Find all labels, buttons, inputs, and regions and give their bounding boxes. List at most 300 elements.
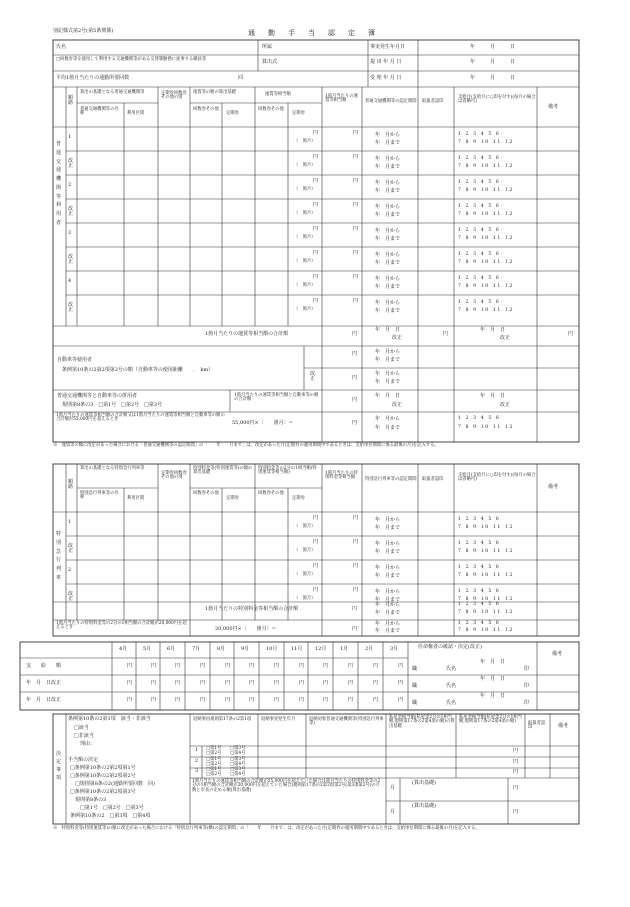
s2-col-half-equiv: 特別料金等の2分の1相当額(特別運賃等相当額): [258, 466, 317, 476]
row-period-from: 年 月から: [375, 252, 401, 258]
s1-col-fare-basis: 運賃等の額の算出基礎: [193, 90, 236, 95]
return-row-no: 3: [195, 768, 199, 775]
row-yen-monthly: 円: [353, 154, 359, 160]
procedure-option[interactable]: □規則第8条の2(通勤所要回数 回): [70, 781, 155, 787]
approver-date: 年 月 日: [480, 659, 506, 665]
row-yen-monthly: 円: [353, 226, 359, 232]
row-yen-monthly: 円: [353, 298, 359, 304]
receive-date-value[interactable]: 年 月 日: [470, 75, 516, 81]
car-from2: 年 月から: [375, 371, 401, 377]
avg-commute-label: 平均1箇月当たりの通勤所要回数: [56, 75, 130, 81]
month-header: 4月: [119, 646, 128, 652]
row-yen-monthly: 円: [353, 250, 359, 256]
s1-col-fare-sub1: 回数券その他: [193, 107, 219, 112]
row-label: 改正: [68, 591, 74, 602]
row-label: 改正: [68, 254, 74, 265]
s2-total-label: 1箇月当たりの特別料金等相当額の合計額: [205, 606, 299, 612]
row-cal-line2[interactable]: 7 8 9 10 11 12: [458, 525, 515, 530]
row-label: 4: [68, 278, 72, 284]
monthly-yen: 円: [127, 663, 133, 669]
s2-total-to: 年 月まで: [375, 610, 401, 616]
monthly-yen: 円: [151, 680, 157, 686]
monthly-yen: 円: [274, 680, 280, 686]
row-months: （ 箇月）: [294, 259, 316, 264]
page-title: 通 勤 手 当 認 定 簿: [248, 29, 378, 37]
monthly-yen: 円: [175, 680, 181, 686]
row-yen: 円: [313, 515, 319, 521]
row-yen-monthly: 円: [353, 178, 359, 184]
bottom-basis2: (算出基礎): [412, 803, 436, 809]
submit-date-label: 提 出 年 月 日: [370, 59, 402, 65]
monthly-yen: 円: [249, 680, 255, 686]
return-option[interactable]: □第1号: [206, 746, 222, 751]
s2-col-train-name: 特別急行列車等の名称: [80, 491, 119, 501]
s1-col-fare-sub2: 定期券: [226, 111, 239, 116]
s2-col-basis: 算出の基礎となる特別急行列車等: [80, 466, 145, 471]
s2-over-label: 1箇月当たりの特別料金等の2分の1相当額の合計額が20,000円を超えるとき: [56, 621, 187, 631]
row-yen-monthly: 円: [353, 515, 359, 521]
row-yen: 円: [313, 154, 319, 160]
row-label: 1: [68, 519, 72, 525]
return-option[interactable]: □第3号: [230, 756, 246, 762]
row-period-from: 年 月から: [375, 156, 401, 162]
s2-side-label: 特別急行列車: [56, 531, 62, 581]
row-yen-monthly: 円: [353, 130, 359, 136]
row-yen: 円: [313, 250, 319, 256]
row-months: （ 箇月）: [294, 163, 316, 168]
row-cal-line2[interactable]: 7 8 9 10 11 12: [458, 188, 515, 193]
approver-date: 年 月 日: [480, 676, 506, 682]
row-yen: 円: [313, 539, 319, 545]
month-header: 3月: [390, 646, 399, 652]
month-header: 9月: [241, 646, 250, 652]
footer-note: ※ 特別料金等(特別運賃等)の額に改定があった場合における「特別急行列車等(横)の認定期間」の「 年 月まで」は、改定があった月(定期券の適用期間中であるときは、支給単位期間に係る最後の月)を記入する。: [53, 826, 480, 831]
s2-total-yen: 円: [352, 606, 358, 612]
row-months: （ 箇月）: [294, 596, 316, 601]
times-unit: 回: [238, 75, 244, 81]
col-return-reason: 返納事由規則第17条の2第1項: [193, 717, 252, 722]
row-cal-line1[interactable]: 1 2 3 4 5 6: [458, 180, 501, 185]
monthly-yen: 円: [373, 697, 379, 703]
s2-col-monthly: 1箇月当たりの特別料金等相当額: [325, 471, 358, 481]
s1-total-revised2: 改正: [500, 335, 511, 341]
s1-total-yen: 円: [352, 331, 358, 337]
monthly-yen: 円: [348, 680, 354, 686]
s2-col-equiv-sub2: 定期券: [292, 496, 305, 501]
monthly-yen: 円: [225, 680, 231, 686]
combo-total: 1箇月当たりの運賃等相当額と自動車等の額の合計額: [234, 393, 319, 403]
monthly-yen: 円: [299, 697, 305, 703]
receive-date-label: 受 理 年 月 日: [370, 75, 402, 81]
row-label: 1: [68, 134, 72, 140]
monthly-yen: 円: [323, 663, 329, 669]
row-cal-line1[interactable]: 1 2 3 4 5 6: [458, 156, 501, 161]
return-option[interactable]: □第2号: [206, 772, 222, 778]
decision-applicable[interactable]: □該当: [74, 725, 89, 731]
over-formula: 55,000円×〔 箇月〕=: [232, 420, 293, 426]
decision-clause-header: 条例第10条の2第1項 該当・非該当: [68, 716, 151, 722]
row-months: （ 箇月）: [294, 572, 316, 577]
over-from: 年 月から: [375, 416, 401, 422]
s1-col-transport-name: 普通交通機関等の名称: [80, 107, 119, 117]
month-header: 12月: [315, 646, 327, 652]
decision-reason: 理由：: [80, 741, 96, 747]
bottom-basis1: (算出基礎): [412, 780, 436, 786]
s2-over-yen: 円: [352, 626, 358, 632]
s1-col-monthly-equiv: 1箇月当たりの運賃等相当額: [325, 94, 358, 104]
s2-over-formula: 20,000円×〔 箇月〕=: [215, 626, 276, 632]
row-months: （ 箇月）: [294, 283, 316, 288]
col-event-date: 返納事実発生年月: [261, 717, 296, 722]
row-months: （ 箇月）: [294, 235, 316, 240]
row-cal-line2[interactable]: 7 8 9 10 11 12: [458, 140, 515, 145]
s1-total-revised: 改正: [392, 335, 403, 341]
row-period-from: 年 月から: [375, 541, 401, 547]
row-period-from: 年 月から: [375, 276, 401, 282]
row-period-to: 年 月まで: [375, 164, 401, 170]
combo-revised2: 改正: [500, 402, 511, 408]
over-label: 1箇月当たりの運賃等相当額の合計額又は1箇月当たりの運賃等相当額と自動車等の額の合計額が55,000円を超えるとき: [56, 413, 225, 423]
procedure-option[interactable]: □第1号 □第2号 □第3号: [70, 805, 144, 811]
row-label: 3: [68, 230, 72, 236]
car-revised: 改正: [310, 371, 316, 382]
approver-seal[interactable]: 印: [524, 700, 530, 706]
row-label: 改正: [68, 543, 74, 554]
combo-revise-date: 年 月 日: [375, 393, 401, 399]
s2-total-from: 年 月から: [375, 602, 401, 608]
car-from1: 年 月から: [375, 349, 401, 355]
car-to2: 年 月まで: [375, 379, 401, 385]
car-yen1: 円: [352, 351, 358, 357]
s2-col-cert-period: 特別急行列車等の認定期間: [365, 477, 417, 482]
row-yen: 円: [313, 130, 319, 136]
row-period-to: 年 月まで: [375, 188, 401, 194]
monthly-yen: 円: [323, 697, 329, 703]
s1-col-cert-period: 普通交通機関等の認定期間: [365, 99, 417, 104]
monthly-yen: 円: [398, 663, 404, 669]
row-yen: 円: [313, 226, 319, 232]
s2-col-ticket-other: 定期券回数券その他の別: [161, 471, 187, 481]
return-option[interactable]: □第4号: [230, 751, 246, 756]
s2-col-route: 順路: [68, 479, 74, 490]
s2-col-section: 利用区間: [127, 496, 145, 501]
over-to: 年 月まで: [375, 425, 401, 431]
row-cal-line2[interactable]: 7 8 9 10 11 12: [458, 549, 515, 554]
row-months: （ 箇月）: [294, 187, 316, 192]
procedure-option[interactable]: 条例第10条の2 □第3項 □第4項: [70, 813, 151, 819]
row-yen-monthly: 円: [353, 202, 359, 208]
decision-procedure: 手当額の決定: [68, 757, 99, 763]
car-clause: 条例第10条の2第2項第2号の額（自動車等の使用距離 ． km）: [62, 367, 214, 373]
s1-total-label: 1箇月当たりの運賃等相当額の合計額: [205, 331, 289, 337]
row-period-to: 年 月まで: [375, 525, 401, 531]
s2-over-cal1[interactable]: 1 2 3 4 5 6: [458, 621, 501, 626]
col-decision-remarks: 備考: [558, 723, 569, 729]
row-yen: 円: [313, 178, 319, 184]
combo-yen: 円: [352, 397, 358, 403]
return-yen: 円: [513, 769, 519, 776]
s2-over-cal2[interactable]: 7 8 9 10 11 12: [458, 628, 515, 633]
monthly-row-label: 支 給 額: [26, 663, 62, 669]
row-cal-line2[interactable]: 7 8 9 10 11 12: [458, 164, 515, 169]
row-months: （ 箇月）: [294, 524, 316, 529]
over-cal2[interactable]: 7 8 9 10 11 12: [458, 425, 515, 430]
s1-total-revise-date: 年 月 日: [375, 327, 401, 333]
return-yen: 円: [513, 748, 519, 754]
submit-date-value[interactable]: 年 月 日: [470, 59, 516, 65]
monthly-yen: 円: [274, 697, 280, 703]
monthly-row-label: 年 月 日改正: [26, 680, 62, 686]
approver-name: 氏名: [446, 683, 457, 689]
s1-col-fare-equiv: 運賃等相当額: [265, 92, 291, 97]
approver-post: 職: [412, 700, 418, 706]
row-yen-monthly: 円: [353, 274, 359, 280]
bottom-month1: 月: [390, 785, 396, 791]
row-yen-monthly: 円: [353, 539, 359, 545]
row-yen-monthly: 円: [353, 563, 359, 569]
row-period-to: 年 月まで: [375, 308, 401, 314]
row-period-to: 年 月まで: [375, 573, 401, 579]
month-header: 5月: [143, 646, 152, 652]
s2-col-fare-sub2: 定期券: [226, 496, 239, 501]
s2-total-cal2[interactable]: 7 8 9 10 11 12: [458, 610, 515, 615]
row-label: 2: [68, 567, 72, 573]
row-period-from: 年 月から: [375, 180, 401, 186]
s2-col-equiv-sub1: 回数券その他: [258, 491, 284, 496]
col-private-ref: 私屋金相当額(私屋金2分の1相当額,規則第17条の2第4項の額): [459, 715, 523, 725]
approver-name: 氏名: [446, 666, 457, 672]
car-yen2: 円: [352, 375, 358, 381]
monthly-yen: 円: [151, 697, 157, 703]
s1-col-payment: 支給月(支給月に○印を付す)(毎月の場合は省略可): [458, 95, 536, 105]
row-period-to: 年 月まで: [375, 140, 401, 146]
row-label: 改正: [68, 206, 74, 217]
bottom-yen1: 円: [513, 785, 519, 791]
monthly-yen: 円: [323, 680, 329, 686]
combo-rule[interactable]: 規則第8条の3 □第1号 □第2号 □第3号: [62, 402, 163, 408]
row-label: 改正: [68, 302, 74, 313]
col-target-train: 返納対象普通交通機関等(特別急行列車等): [309, 717, 384, 727]
monthly-yen: 円: [348, 697, 354, 703]
month-header: 10月: [266, 646, 278, 652]
row-cal-line1[interactable]: 1 2 3 4 5 6: [458, 204, 501, 209]
row-cal-line2[interactable]: 7 8 9 10 11 12: [458, 573, 515, 578]
monthly-yen: 円: [348, 663, 354, 669]
s1-col-ticket-other: 定期券回数券その他の別: [161, 91, 187, 101]
approver-seal[interactable]: 印: [524, 683, 530, 689]
row-cal-line1[interactable]: 1 2 3 4 5 6: [458, 565, 501, 570]
s1-total-revise-date2: 年 月 日: [480, 327, 506, 333]
month-header: 2月: [365, 646, 374, 652]
row-period-from: 年 月から: [375, 204, 401, 210]
monthly-row-label: 年 月 日改正: [26, 697, 62, 703]
s2-col-payment: 支給月(支給月に○印を付す)(毎月の場合は省略可): [458, 473, 536, 483]
combo-label: 普通交通機関等と自動車等の併用者: [57, 393, 138, 399]
commuter-check-label[interactable]: □回数券等を使用して利用する交通機関等がある交替制勤務に従事する職員等: [56, 57, 207, 62]
affiliation-label: 所属: [262, 44, 273, 50]
row-period-to: 年 月まで: [375, 549, 401, 555]
row-label: 改正: [68, 158, 74, 169]
return-row-no: 2: [195, 757, 199, 764]
row-period-from: 年 月から: [375, 517, 401, 523]
approver-header: 任命権者の確認・決定(改正): [418, 644, 482, 650]
monthly-yen: 円: [249, 663, 255, 669]
s1-col-equiv-sub2: 定期券: [292, 111, 305, 116]
row-period-to: 年 月まで: [375, 236, 401, 242]
row-cal-line1[interactable]: 1 2 3 4 5 6: [458, 228, 501, 233]
monthly-yen: 円: [151, 663, 157, 669]
row-yen: 円: [313, 202, 319, 208]
name-label: 氏名: [56, 44, 67, 50]
s2-col-remarks: 備考: [548, 484, 559, 490]
s2-total-cal1[interactable]: 1 2 3 4 5 6: [458, 602, 501, 607]
monthly-yen: 円: [398, 697, 404, 703]
monthly-yen: 円: [299, 663, 305, 669]
s1-col-handler: 取扱者認印: [422, 99, 444, 104]
s1-col-basis: 算出の基礎となる普通交通機関等: [80, 90, 145, 95]
approver-name: 氏名: [446, 700, 457, 706]
row-cal-line2[interactable]: 7 8 9 10 11 12: [458, 308, 515, 313]
bottom-condition: 1箇月当たりの運賃等相当額の合計額が55,000円を超えていた場合(1箇月当たりの特別料金等の2分の1相当額の合計額が20,000円を超えていた場合)規則第17条の2第2項第2号(第3項第2号)の月数と市長の定める額(算出基礎): [192, 779, 381, 793]
monthly-yen: 円: [373, 663, 379, 669]
monthly-yen: 円: [175, 697, 181, 703]
event-date-label: 事実発生年月日: [370, 44, 406, 50]
month-header: 6月: [167, 646, 176, 652]
event-date-value[interactable]: 年 月 日: [470, 44, 516, 50]
return-option[interactable]: □第4号: [230, 772, 246, 778]
row-cal-line1[interactable]: 1 2 3 4 5 6: [458, 252, 501, 257]
row-cal-line2[interactable]: 7 8 9 10 11 12: [458, 236, 515, 241]
row-period-from: 年 月から: [375, 300, 401, 306]
month-header: 11月: [291, 646, 303, 652]
monthly-remarks: 備考: [552, 651, 563, 657]
approver-post: 職: [412, 666, 418, 672]
s1-total-yen3: 円: [568, 331, 574, 337]
bottom-month2: 月: [390, 809, 396, 815]
row-yen: 円: [313, 274, 319, 280]
row-period-to: 年 月まで: [375, 284, 401, 290]
s1-total-yen2: 円: [443, 331, 449, 337]
return-option[interactable]: □第3号: [230, 746, 246, 751]
approver-post: 職: [412, 683, 418, 689]
monthly-yen: 円: [398, 680, 404, 686]
return-option[interactable]: □第1号: [206, 756, 222, 762]
bottom-yen2: 円: [513, 809, 519, 815]
section1-note: ※ 運賃等の額に改定があった場合における「普通交通機関等の認定期間」の「 年 月まで」は、改定があった月(定期券の適用期間中であるときは、支給単位期間に係る最後の月)を記入する。: [53, 443, 439, 448]
monthly-yen: 円: [200, 663, 206, 669]
row-period-to: 年 月まで: [375, 260, 401, 266]
s2-col-handler: 取扱者認印: [422, 477, 444, 482]
car-to1: 年 月まで: [375, 357, 401, 363]
procedure-option[interactable]: □条例第10条の2第2項第2号: [70, 773, 136, 779]
procedure-option[interactable]: 規則第8条の3: [70, 797, 107, 803]
row-cal-line2[interactable]: 7 8 9 10 11 12: [458, 597, 515, 602]
procedure-option[interactable]: □条例第10条の2第2項第1号: [70, 765, 136, 771]
procedure-option[interactable]: □条例第10条の2第2項第3号: [70, 789, 136, 795]
car-user-label: 自動車等使用者: [57, 357, 93, 363]
row-yen: 円: [313, 298, 319, 304]
decision-side-label: 決定事項: [56, 751, 62, 781]
row-yen: 円: [313, 563, 319, 569]
s1-col-remarks: 備考: [548, 104, 559, 110]
approver-seal[interactable]: 印: [524, 666, 530, 672]
s1-col-equiv-sub1: 回数券その他: [258, 107, 284, 112]
row-months: （ 箇月）: [294, 211, 316, 216]
monthly-yen: 円: [225, 697, 231, 703]
form-number: 別記様式第2号(第5条関係): [53, 28, 114, 34]
s1-side-label: 普通交通機関等利用者: [56, 141, 62, 226]
row-yen-monthly: 円: [353, 587, 359, 593]
row-cal-line1[interactable]: 1 2 3 4 5 6: [458, 276, 501, 281]
row-cal-line2[interactable]: 7 8 9 10 11 12: [458, 284, 515, 289]
over-yen: 円: [352, 420, 358, 426]
s1-col-section: 利用区間: [127, 111, 145, 116]
row-cal-line1[interactable]: 1 2 3 4 5 6: [458, 300, 501, 305]
monthly-yen: 円: [200, 680, 206, 686]
monthly-yen: 円: [175, 663, 181, 669]
row-months: （ 箇月）: [294, 307, 316, 312]
row-cal-line1[interactable]: 1 2 3 4 5 6: [458, 541, 501, 546]
combo-revised: 改正: [392, 402, 403, 408]
monthly-yen: 円: [225, 663, 231, 669]
month-header: 1月: [340, 646, 349, 652]
return-row-no: 1: [195, 747, 199, 753]
month-header: 8月: [217, 646, 226, 652]
row-period-to: 年 月まで: [375, 212, 401, 218]
monthly-yen: 円: [127, 680, 133, 686]
combo-revise-date2: 年 月 日: [480, 393, 506, 399]
row-period-from: 年 月から: [375, 589, 401, 595]
return-option[interactable]: □第1号: [206, 767, 222, 773]
over-cal1[interactable]: 1 2 3 4 5 6: [458, 416, 501, 421]
monthly-yen: 円: [373, 680, 379, 686]
return-option[interactable]: □第3号: [230, 767, 246, 773]
col-decision-handler: 取扱者認印: [528, 721, 546, 731]
s2-col-fare-sub1: 回数券その他: [193, 491, 219, 496]
row-period-to: 年 月まで: [375, 597, 401, 603]
row-cal-line1[interactable]: 1 2 3 4 5 6: [458, 589, 501, 594]
row-label: 2: [68, 182, 72, 188]
return-option[interactable]: □第4号: [230, 761, 246, 767]
monthly-yen: 円: [127, 697, 133, 703]
row-cal-line1[interactable]: 1 2 3 4 5 6: [458, 517, 501, 522]
calc-method-label: 算出式: [262, 59, 278, 65]
row-cal-line2[interactable]: 7 8 9 10 11 12: [458, 260, 515, 265]
s1-col-route: 順路: [68, 95, 74, 106]
decision-not-applicable[interactable]: □非該当: [74, 733, 94, 739]
monthly-yen: 円: [249, 697, 255, 703]
s2-over-to: 年 月まで: [375, 628, 401, 634]
return-option[interactable]: □第2号: [206, 751, 222, 756]
monthly-yen: 円: [200, 697, 206, 703]
monthly-yen: 円: [274, 663, 280, 669]
row-period-from: 年 月から: [375, 132, 401, 138]
row-period-from: 年 月から: [375, 228, 401, 234]
monthly-yen: 円: [299, 680, 305, 686]
row-period-from: 年 月から: [375, 565, 401, 571]
row-months: （ 箇月）: [294, 139, 316, 144]
row-cal-line2[interactable]: 7 8 9 10 11 12: [458, 212, 515, 217]
row-months: （ 箇月）: [294, 548, 316, 553]
month-header: 7月: [192, 646, 201, 652]
return-yen: 円: [513, 758, 519, 765]
s2-col-fare-basis: 特別料金等(特別運賃等)の額の算出基礎: [193, 466, 253, 476]
s2-over-from: 年 月から: [375, 621, 401, 627]
approver-date: 年 月 日: [480, 693, 506, 699]
return-option[interactable]: □第2号: [206, 761, 222, 767]
row-cal-line1[interactable]: 1 2 3 4 5 6: [458, 132, 501, 137]
row-yen: 円: [313, 587, 319, 593]
